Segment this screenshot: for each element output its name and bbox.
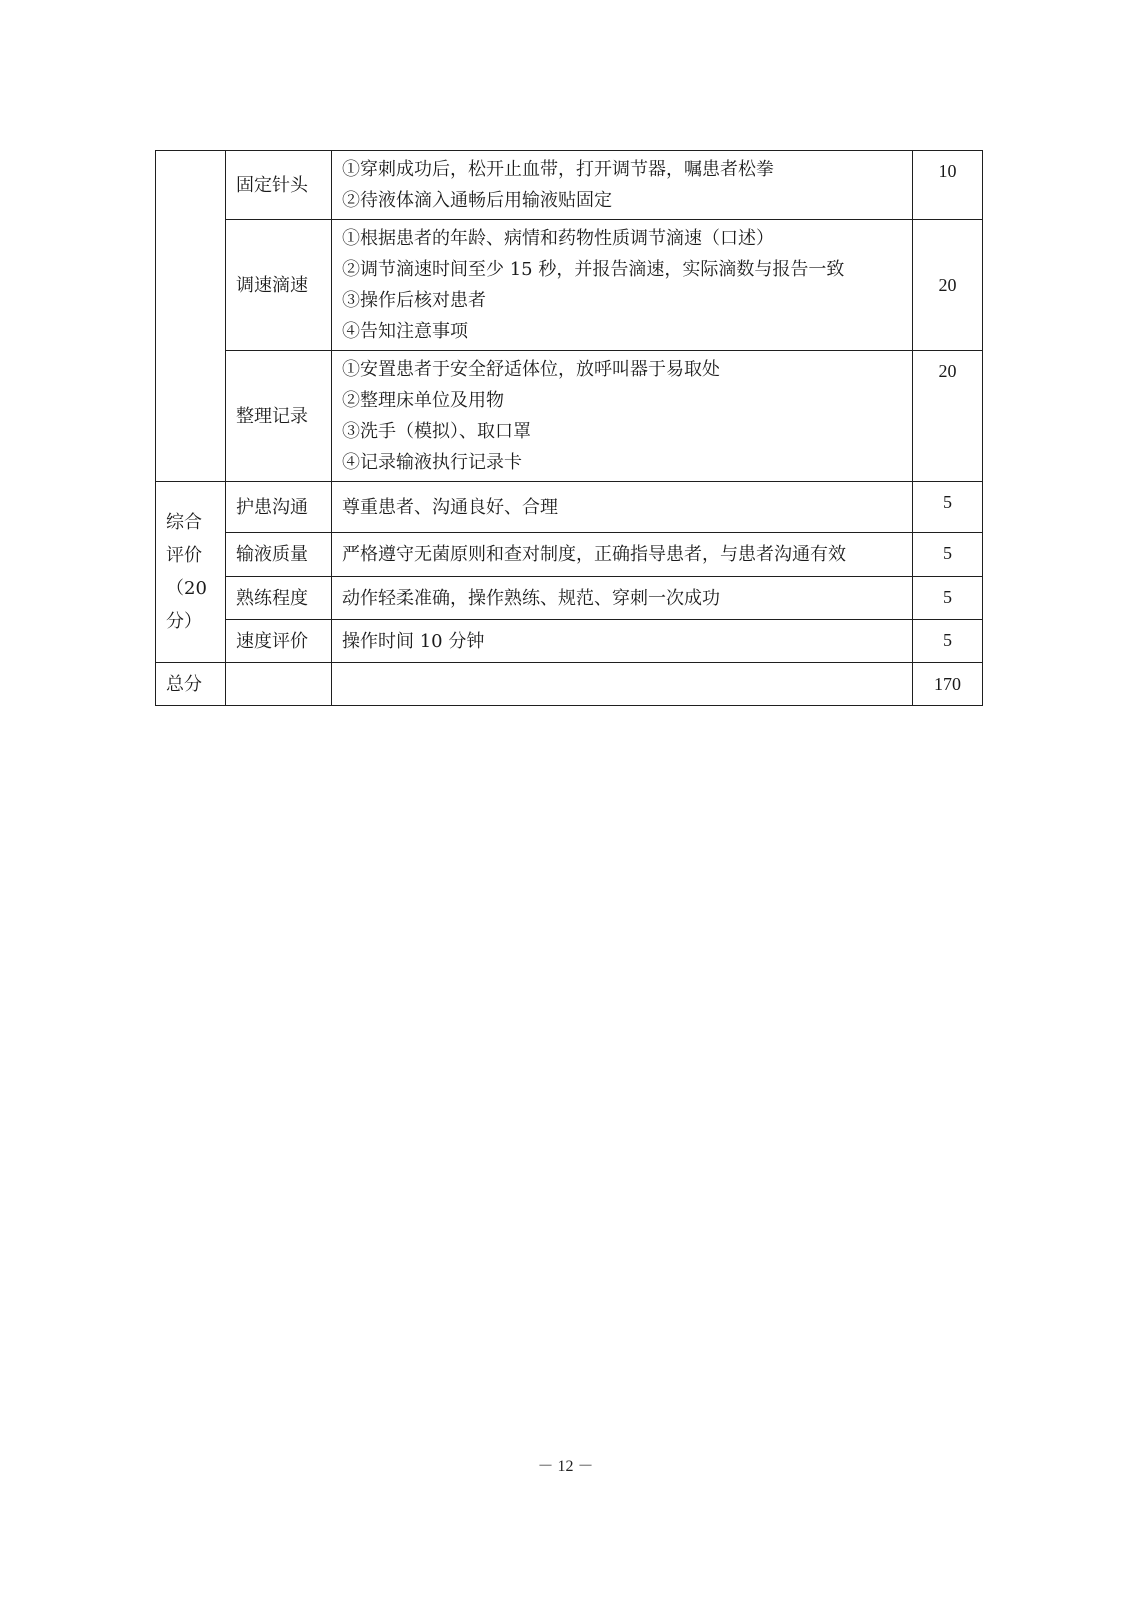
item-content bbox=[332, 151, 913, 220]
item-score: 5 bbox=[913, 620, 983, 663]
content-line: ②整理床单位及用物 bbox=[342, 390, 504, 411]
content-line: ④告知注意事项 bbox=[342, 321, 468, 342]
item-name: 输液质量 bbox=[226, 533, 332, 577]
content-line: ①根据患者的年龄、病情和药物性质调节滴速（口述） bbox=[342, 228, 774, 249]
content-line: ④记录输液执行记录卡 bbox=[342, 452, 522, 473]
item-name: 调速滴速 bbox=[226, 220, 332, 351]
content-line: ①安置患者于安全舒适体位，放呼叫器于易取处 bbox=[342, 359, 720, 380]
item-name: 整理记录 bbox=[226, 351, 332, 482]
item-name: 固定针头 bbox=[226, 151, 332, 220]
item-content bbox=[332, 351, 913, 482]
total-empty-cell bbox=[226, 663, 332, 706]
item-score: 20 bbox=[913, 220, 983, 351]
content-line: ①穿刺成功后，松开止血带，打开调节器，嘱患者松拳 bbox=[342, 159, 774, 180]
item-score: 5 bbox=[913, 482, 983, 533]
content-line: ②调节滴速时间至少 15 秒，并报告滴速，实际滴数与报告一致 bbox=[342, 259, 845, 280]
item-content bbox=[332, 220, 913, 351]
table-row bbox=[156, 351, 983, 482]
item-content: 严格遵守无菌原则和查对制度，正确指导患者，与患者沟通有效 bbox=[332, 533, 913, 577]
table-row bbox=[156, 577, 983, 620]
content-line: ②待液体滴入通畅后用输液贴固定 bbox=[342, 190, 612, 211]
item-score: 5 bbox=[913, 577, 983, 620]
table-row bbox=[156, 533, 983, 577]
item-score: 5 bbox=[913, 533, 983, 577]
content-line: ③洗手（模拟）、取口罩 bbox=[342, 421, 531, 442]
category-line: （20 bbox=[166, 578, 207, 599]
table-row bbox=[156, 482, 983, 533]
evaluation-category bbox=[156, 482, 226, 663]
item-content: 尊重患者、沟通良好、合理 bbox=[332, 482, 913, 533]
table-row bbox=[156, 620, 983, 663]
item-score: 20 bbox=[913, 351, 983, 482]
item-name: 熟练程度 bbox=[226, 577, 332, 620]
total-score: 170 bbox=[913, 663, 983, 706]
item-content: 动作轻柔准确，操作熟练、规范、穿刺一次成功 bbox=[332, 577, 913, 620]
scoring-table bbox=[155, 150, 983, 706]
page-number: － 12 － bbox=[537, 1458, 594, 1475]
category-line: 评价 bbox=[166, 545, 202, 566]
total-empty-cell bbox=[332, 663, 913, 706]
item-score: 10 bbox=[913, 151, 983, 220]
item-name: 速度评价 bbox=[226, 620, 332, 663]
content-line: ③操作后核对患者 bbox=[342, 290, 486, 311]
total-label: 总分 bbox=[156, 663, 226, 706]
item-name: 护患沟通 bbox=[226, 482, 332, 533]
category-line: 分） bbox=[166, 611, 202, 632]
category-cell-empty bbox=[156, 151, 226, 482]
category-line: 综合 bbox=[166, 512, 202, 533]
item-content: 操作时间 10 分钟 bbox=[332, 620, 913, 663]
total-row bbox=[156, 663, 983, 706]
table-row bbox=[156, 220, 983, 351]
table-row bbox=[156, 151, 983, 220]
